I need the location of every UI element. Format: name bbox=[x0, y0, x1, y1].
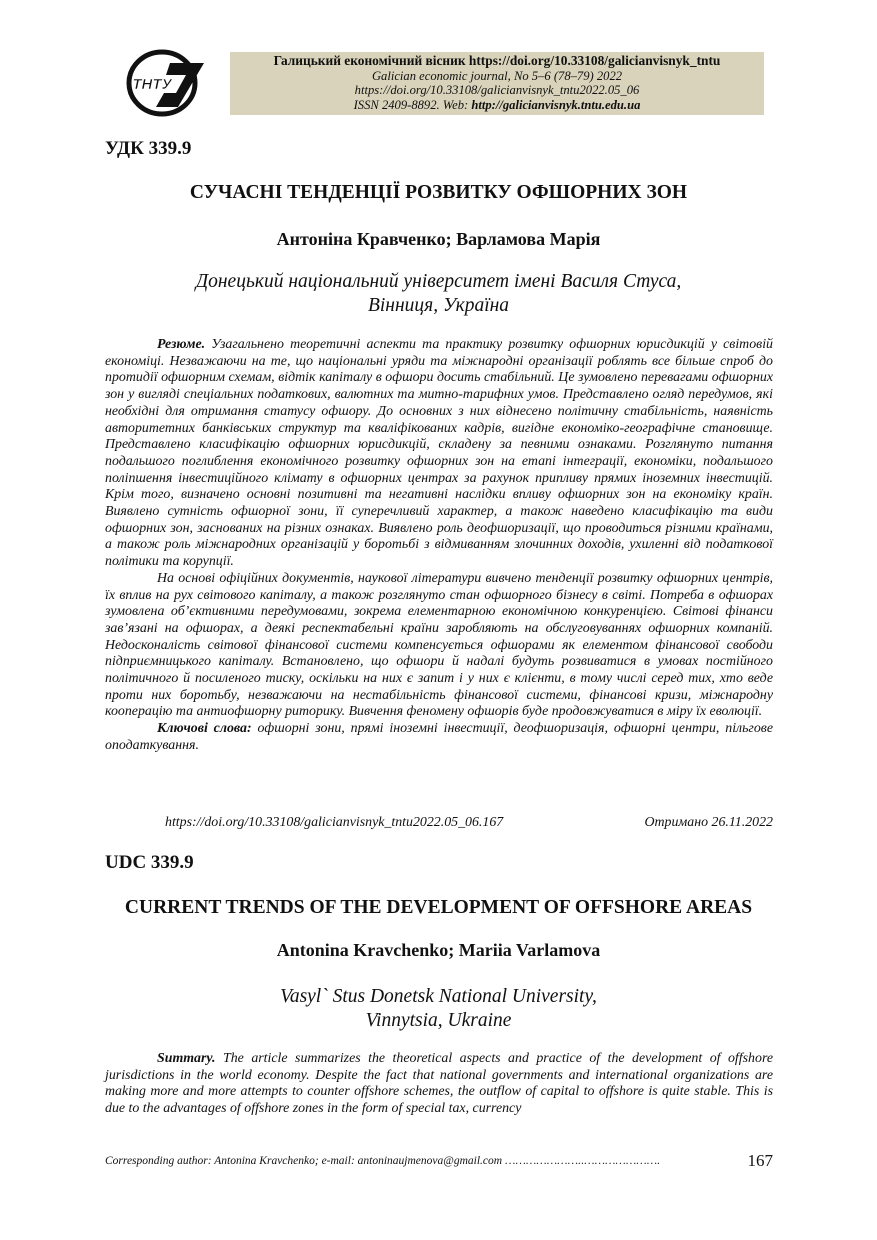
abstract-ua bbox=[105, 337, 773, 755]
journal-en: Galician economic journal, No 5–6 (78–79) 2022 bbox=[371, 68, 623, 83]
doi-row bbox=[165, 815, 773, 831]
authors-ua: Антоніна Кравченко; Варламова Марія bbox=[276, 229, 601, 249]
issn: ISSN 2409-8892. Web: bbox=[353, 97, 472, 112]
issue-doi[interactable]: https://doi.org/10.33108/galicianvisnyk_tntu2022.05_06 bbox=[354, 83, 640, 98]
summary-ua-p2: На основі офіційних документів, наукової літератури вивчено тенденції розвитку офшорних центрів, їх вплив на рух світового капіталу, а також розглянуто стан офшорного бізнесу в світі. Потреба в офшорах зумовлена об’єктивними передумовами, зокрема елементарною економічною конкуренцією. Світові фінанси зав’язані на офшорах, а деякі респектабельні країни заробляють на обслуговуваннях офшорних компаній. Недосконалість світової фінансової системи компенсується офшорами як елементом фінансової свободи підприємницького капіталу. Встановлено, що офшори й надалі будуть розвиватися в умовах постійного політичного й посиленого тиску, оскільки на них є запит і у них є клієнти, в тому числі серед тих, хто веде проти них боротьбу, незважаючи на нестабільність фінансової системи, фінансові кризи, міжнародну кооперацію та антиофшорну риторику. Вивчення феномену офшорів буде продовжуватися в міру їх еволюції. bbox=[105, 570, 773, 720]
web-link[interactable]: http://galicianvisnyk.tntu.edu.ua bbox=[471, 97, 641, 112]
authors-en: Antonina Kravchenko; Mariia Varlamova bbox=[276, 940, 601, 960]
page-number: 167 bbox=[747, 1151, 773, 1170]
affiliation-en-line1: Vasyl` Stus Donetsk National University, bbox=[280, 986, 597, 1007]
corresponding-author: Corresponding author: Antonina Kravchenko; e-mail: antoninaujmenova@gmail.com bbox=[105, 1155, 503, 1167]
received-date: Отримано 26.11.2022 bbox=[644, 815, 773, 830]
footer-dots: …………………..…………………. bbox=[502, 1155, 661, 1167]
tntu-logo bbox=[126, 49, 206, 117]
affiliation-ua-line2: Вінниця, Україна bbox=[367, 295, 510, 316]
summary-text-en: The article summarizes the theoretical aspects and practice of the development of offshore jurisdictions in the world economy. Despite the fact that national governments and international organizations are making more and more attempts to counter offshore schemes, the outflow of capital to offshore is quite stable. This is due to the advantages of offshore zones in the form of special tax, currency bbox=[105, 1051, 773, 1117]
summary-ua-p1 bbox=[105, 337, 773, 571]
abstract-en bbox=[105, 1051, 773, 1118]
affiliation-en-line2: Vinnytsia, Ukraine bbox=[365, 1010, 512, 1031]
summary-text-ua: Узагальнено теоретичні аспекти та практику розвитку офшорних юрисдикцій у світовій економіці. Незважаючи на те, що національні уряди та міжнародні організації роблять все більше спроб до протидії офшорним схемам, відтік капіталу в офшори досить стабільний. Це зумовлено перевагами офшорних зон у вигляді спеціальних податкових, валютних та митно-тарифних умов. Представлено огляд передумов, які необхідні для отримання статусу офшору. До основних з них віднесено політичну стабільність, наявність авторитетних банківських структур та кваліфікованих кадрів, вигідне економіко-географічне становище. Представлено класифікацію офшорних юрисдикцій, складену за певними ознаками. Розглянуто питання подальшого поглиблення економічного розвитку офшорних зон на етапі інтеграції, економіки, подальшого поліпшення інвестиційного клімату в офшорних центрах за рахунок припливу прямих іноземних інвестицій. Крім того, визначено основні позитивні та негативні наслідки впливу офшорних зон на економіку країн. Виявлено сутність офшорної зони, її суперечливий характер, а також наведено класифікацію та види офшорних зон, заснованих на різних ознаках. Виявлено роль деофшоризації, що проводиться різними країнами, а також роль міжнародних організацій у боротьбі з відмиванням злочинних доходів, ухиленні від податкової політики та корупції. bbox=[105, 337, 773, 570]
summary-label-ua: Резюме. bbox=[157, 337, 206, 352]
issn-line bbox=[230, 98, 764, 113]
summary-label-en: Summary. bbox=[157, 1051, 216, 1066]
summary-en-p1 bbox=[105, 1051, 773, 1118]
journal-line: Галицький економічний вісник https://doi.org/10.33108/galicianvisnyk_tntu bbox=[273, 53, 721, 68]
udc-ua: УДК 339.9 bbox=[105, 138, 192, 159]
page-footer bbox=[105, 1151, 773, 1170]
article-doi[interactable]: https://doi.org/10.33108/galicianvisnyk_tntu2022.05_06.167 bbox=[165, 815, 504, 830]
udc-en: UDC 339.9 bbox=[105, 852, 194, 873]
keywords-ua bbox=[105, 721, 773, 754]
affiliation-en bbox=[0, 985, 877, 1033]
title-ua: СУЧАСНІ ТЕНДЕНЦІЇ РОЗВИТКУ ОФШОРНИХ ЗОН bbox=[189, 182, 688, 203]
affiliation-ua bbox=[0, 270, 877, 318]
affiliation-ua-line1: Донецький національний університет імені Василя Стуса, bbox=[195, 271, 682, 292]
journal-header bbox=[230, 52, 764, 115]
keywords-label-ua: Ключові слова: bbox=[157, 721, 252, 737]
logo-text: ТНТУ bbox=[132, 76, 172, 93]
title-en: CURRENT TRENDS OF THE DEVELOPMENT OF OFFSHORE AREAS bbox=[124, 897, 753, 918]
keywords-text-ua: офшорні зони, прямі іноземні інвестиції, деофшоризація, офшорні центри, пільгове оподаткування. bbox=[105, 721, 773, 753]
